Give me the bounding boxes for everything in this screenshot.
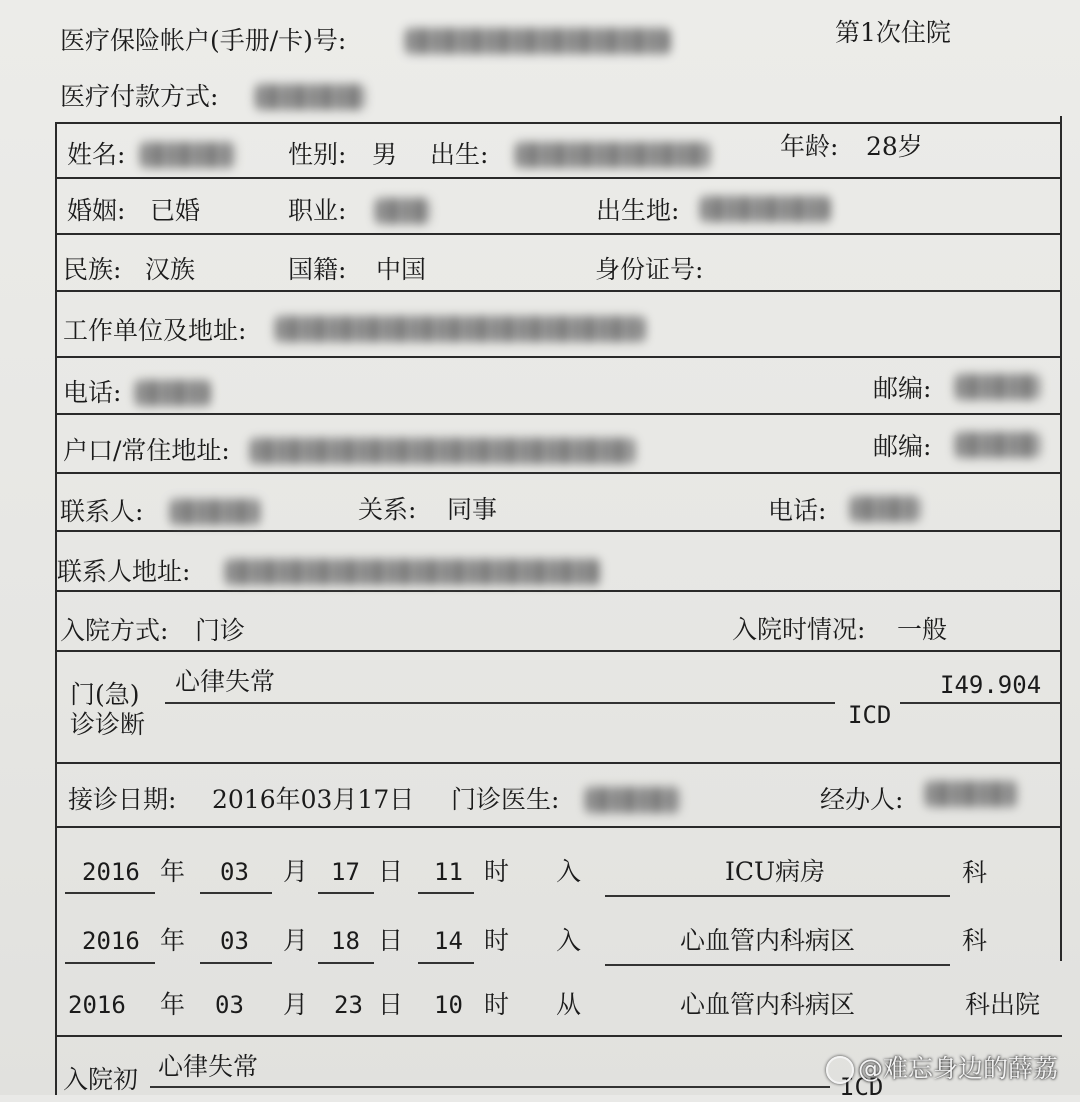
day-unit: 日 (378, 857, 404, 886)
id-number-label: 身份证号: (595, 255, 704, 284)
row-divider (55, 762, 1062, 764)
table-right-border (1060, 116, 1062, 961)
zip2-label: 邮编: (873, 432, 932, 461)
diagnosis-underline (165, 702, 835, 704)
visit-date-label: 接诊日期: (68, 785, 177, 814)
row-divider (55, 233, 1062, 235)
row-divider (55, 122, 1062, 124)
dept-suffix: 科 (962, 858, 988, 887)
diagnosis-value: 心律失常 (175, 667, 276, 696)
admission-count: 第1次住院 (835, 18, 951, 47)
transfer-action: 入 (556, 926, 582, 955)
year-unit: 年 (160, 857, 186, 886)
relation-label: 关系: (358, 495, 417, 524)
row-divider (55, 650, 1062, 652)
field-underline (65, 962, 155, 964)
handler-label: 经办人: (820, 785, 904, 814)
job-label: 职业: (288, 196, 347, 225)
transfer-day: 23 (334, 991, 363, 1019)
transfer-hour: 11 (434, 858, 463, 886)
row-divider (55, 826, 1062, 828)
transfer-month: 03 (215, 991, 244, 1019)
field-underline (318, 892, 374, 894)
redacted-residence (250, 438, 635, 464)
field-underline (418, 892, 474, 894)
icd-code: I49.904 (940, 671, 1042, 699)
redacted-payment-method (255, 84, 365, 110)
day-unit: 日 (378, 990, 404, 1019)
row-divider (55, 1035, 1062, 1037)
contact-address-label: 联系人地址: (57, 557, 191, 586)
field-underline (418, 962, 474, 964)
icd-underline (900, 702, 1060, 704)
watermark-text: @难忘身边的薛荔 (857, 1054, 1058, 1083)
redacted-phone (135, 380, 210, 406)
birth-label: 出生: (430, 140, 489, 169)
row-divider (55, 590, 1062, 592)
transfer-year: 2016 (68, 991, 126, 1019)
nationality-value: 中国 (376, 255, 427, 284)
redacted-workplace (275, 316, 645, 342)
marriage-value: 已婚 (150, 196, 201, 225)
redacted-contact (170, 499, 260, 525)
name-label: 姓名: (67, 140, 126, 169)
age-label: 年龄: (780, 132, 839, 161)
table-left-border (55, 122, 57, 1095)
transfer-year: 2016 (82, 858, 140, 886)
outpatient-doctor-label: 门诊医生: (451, 785, 560, 814)
admission-method-label: 入院方式: (60, 616, 169, 645)
ethnicity-value: 汉族 (145, 255, 196, 284)
transfer-hour: 14 (434, 927, 463, 955)
weibo-icon (826, 1056, 854, 1084)
admission-condition-label: 入院时情况: (732, 615, 866, 644)
redacted-birthplace (700, 196, 830, 222)
zip-label: 邮编: (873, 374, 932, 403)
admission-method-value: 门诊 (195, 616, 246, 645)
phone-label: 电话: (63, 378, 122, 407)
dept-suffix: 科 (962, 926, 988, 955)
hour-unit: 时 (484, 857, 510, 886)
account-label: 医疗保险帐户(手册/卡)号: (60, 26, 347, 55)
year-unit: 年 (160, 990, 186, 1019)
relation-value: 同事 (447, 495, 498, 524)
workplace-label: 工作单位及地址: (63, 316, 247, 345)
row-divider (55, 472, 1062, 474)
birthplace-label: 出生地: (596, 196, 680, 225)
transfer-day: 17 (331, 858, 360, 886)
hour-unit: 时 (484, 990, 510, 1019)
row-divider (55, 356, 1062, 358)
redacted-name (140, 142, 235, 168)
initial-diagnosis-label: 入院初 (63, 1065, 139, 1094)
transfer-month: 03 (220, 927, 249, 955)
redacted-birthdate (515, 142, 710, 168)
gender-label: 性别: (288, 140, 347, 169)
contact-label: 联系人: (60, 497, 144, 526)
transfer-action: 从 (556, 990, 582, 1019)
redacted-account-number (405, 28, 670, 54)
redacted-handler (925, 781, 1017, 807)
initial-diagnosis-value: 心律失常 (158, 1052, 259, 1081)
row-divider (55, 290, 1062, 292)
contact-phone-label: 电话: (768, 496, 827, 525)
year-unit: 年 (160, 926, 186, 955)
redacted-contact-phone (850, 496, 920, 522)
transfer-dept: 心血管内科病区 (680, 990, 856, 1019)
diagnosis-label-line2: 诊诊断 (70, 710, 146, 739)
transfer-day: 18 (331, 927, 360, 955)
redacted-zip2 (955, 432, 1040, 458)
redacted-doctor (585, 787, 680, 813)
transfer-hour: 10 (434, 991, 463, 1019)
watermark (826, 1049, 1058, 1085)
initial-icd-label: ICD (840, 1073, 884, 1101)
day-unit: 日 (378, 926, 404, 955)
dept-underline (605, 895, 950, 897)
admission-condition-value: 一般 (897, 615, 948, 644)
gender-value: 男 (372, 140, 398, 169)
dept-suffix: 科出院 (965, 990, 1041, 1019)
payment-label: 医疗付款方式: (60, 82, 219, 111)
field-underline (200, 892, 272, 894)
transfer-action: 入 (556, 857, 582, 886)
field-underline (65, 892, 155, 894)
redacted-contact-address (225, 559, 600, 585)
diagnosis-label-line1: 门(急) (70, 680, 140, 709)
row-divider (55, 530, 1062, 532)
initial-diagnosis-underline (150, 1086, 830, 1088)
nationality-label: 国籍: (288, 255, 347, 284)
ethnicity-label: 民族: (63, 255, 122, 284)
month-unit: 月 (283, 990, 309, 1019)
residence-label: 户口/常住地址: (63, 436, 230, 465)
month-unit: 月 (283, 857, 309, 886)
visit-date-value: 2016年03月17日 (212, 785, 415, 814)
redacted-zip (955, 374, 1040, 400)
marriage-label: 婚姻: (67, 196, 126, 225)
month-unit: 月 (283, 926, 309, 955)
age-value: 28岁 (866, 132, 923, 161)
field-underline (318, 962, 374, 964)
redacted-job (375, 198, 430, 224)
transfer-dept: 心血管内科病区 (680, 926, 856, 955)
icd-label: ICD (848, 701, 892, 729)
transfer-month: 03 (220, 858, 249, 886)
row-divider (55, 413, 1062, 415)
dept-underline (605, 964, 950, 966)
field-underline (200, 962, 272, 964)
row-divider (55, 177, 1062, 179)
transfer-dept: ICU病房 (725, 857, 826, 886)
transfer-year: 2016 (82, 927, 140, 955)
hour-unit: 时 (484, 926, 510, 955)
